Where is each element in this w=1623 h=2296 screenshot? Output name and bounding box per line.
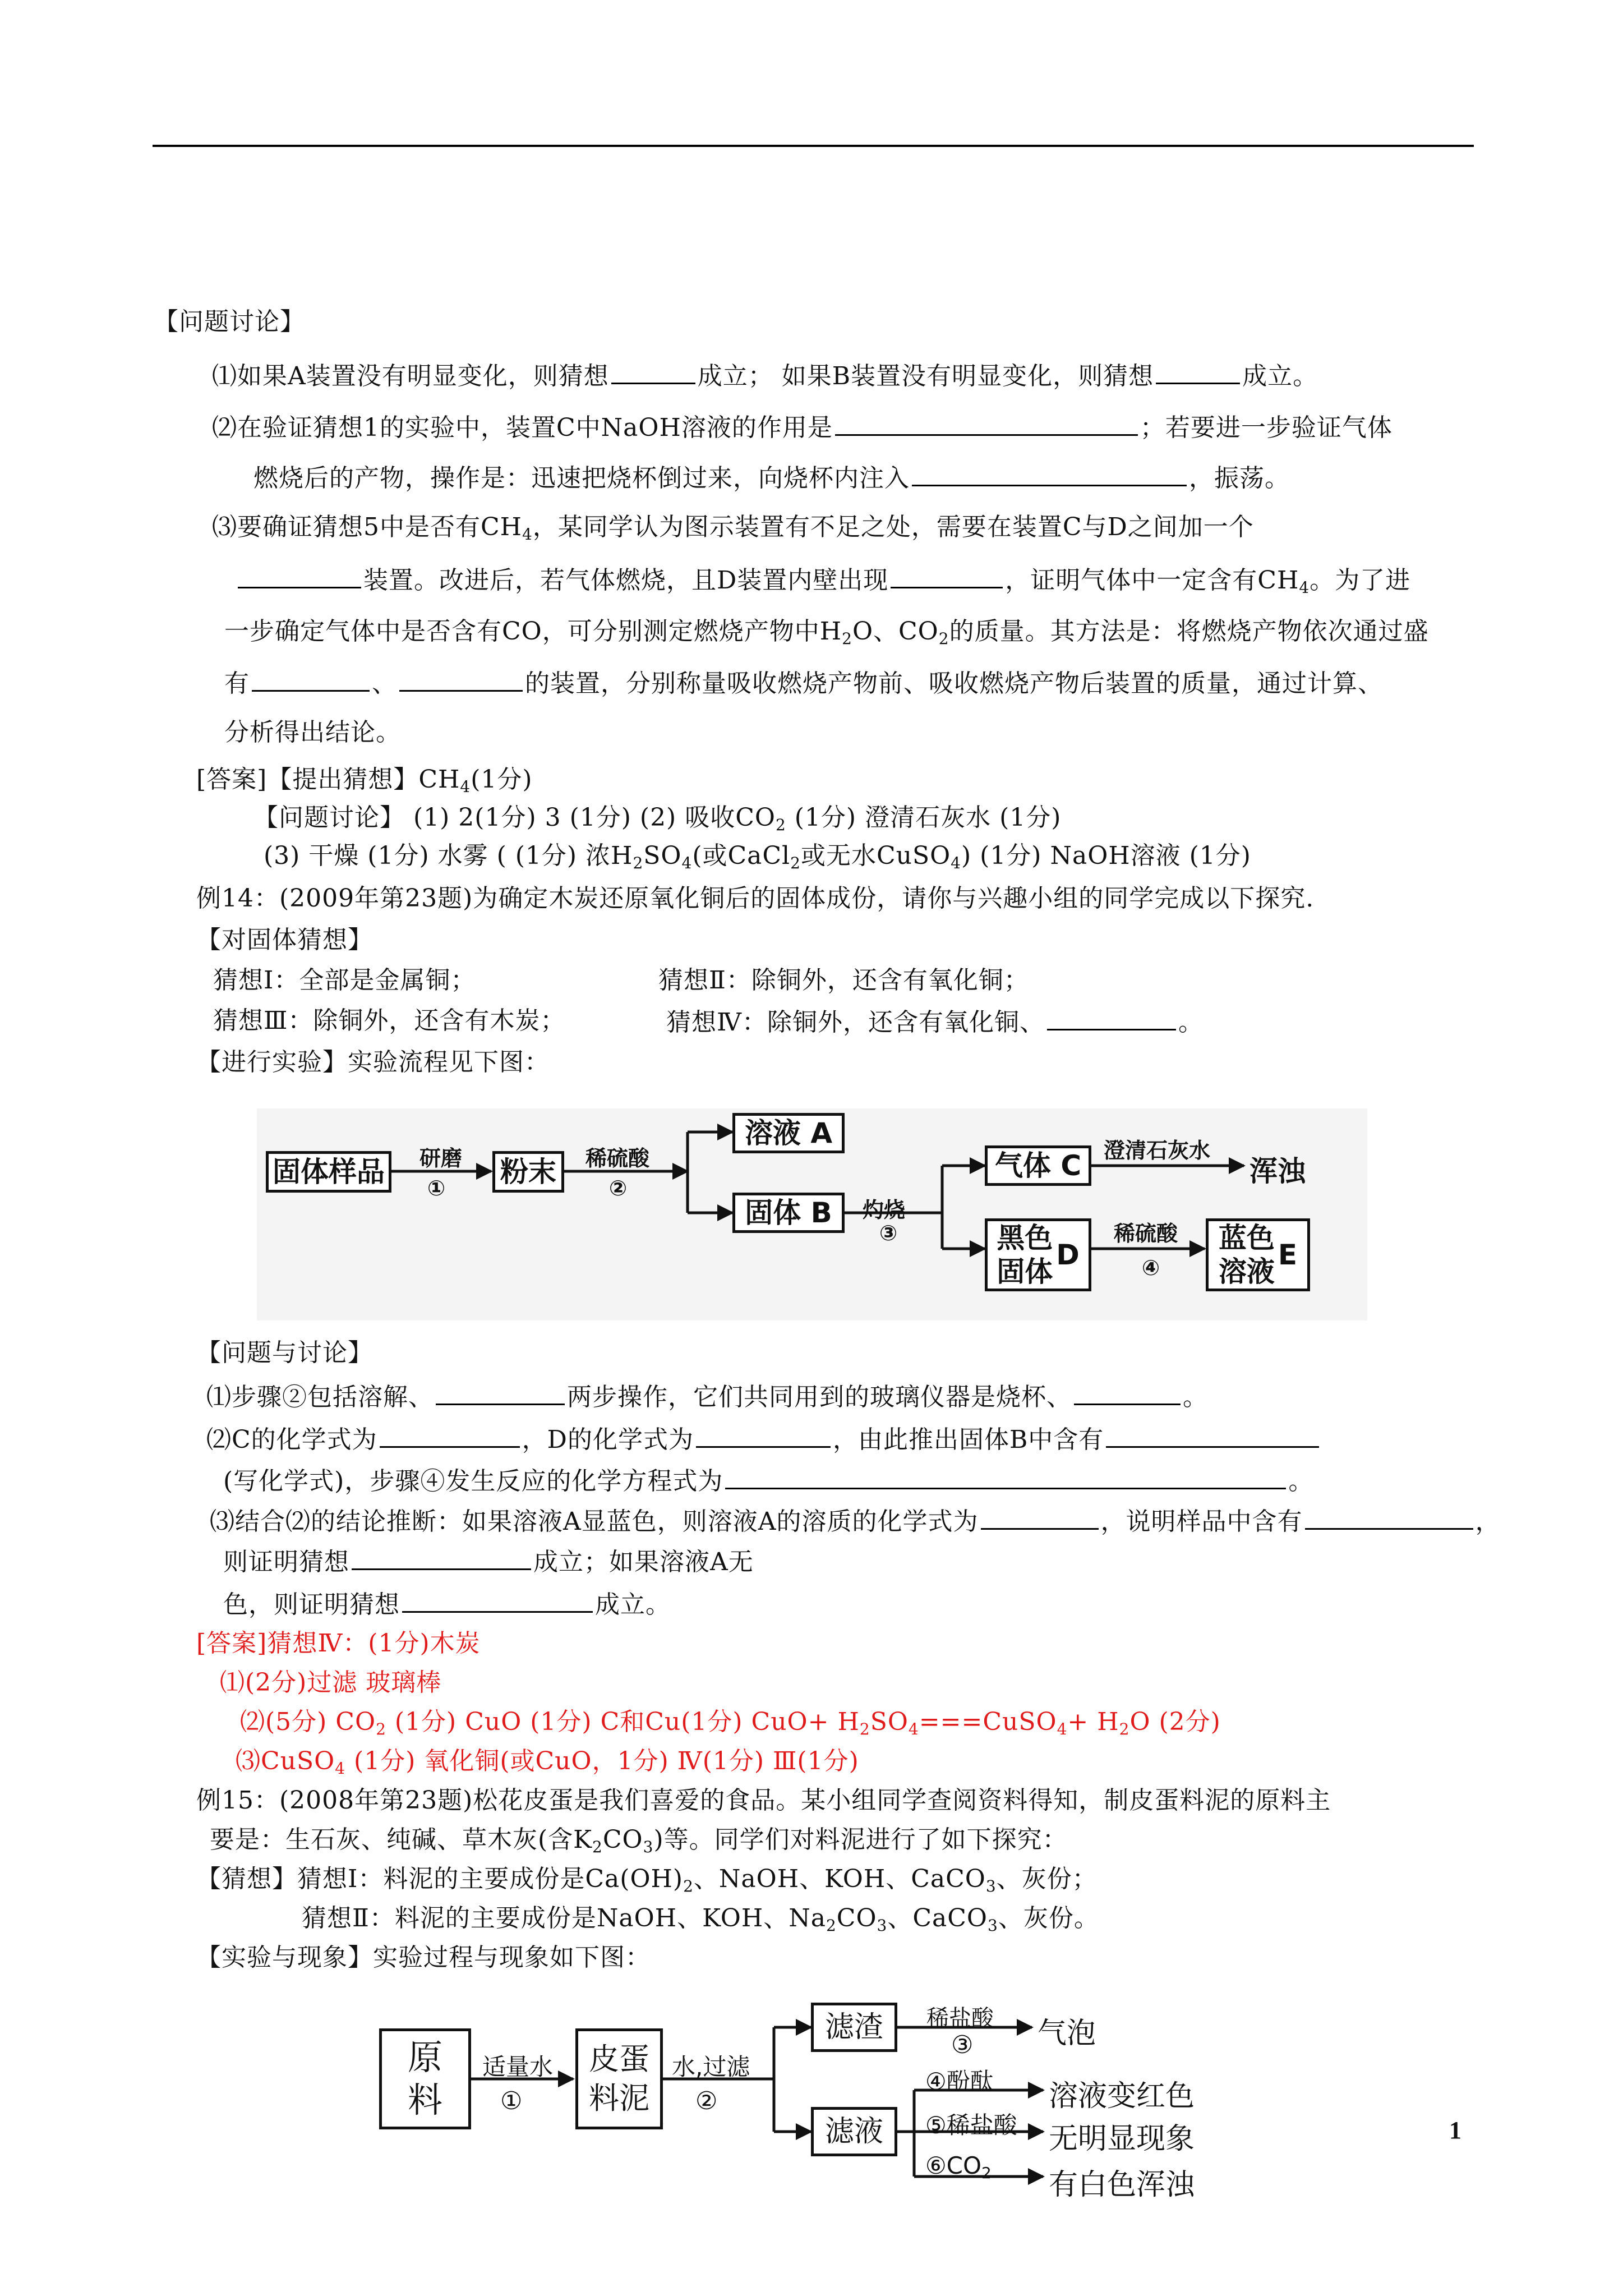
answer-blank[interactable] (1106, 1421, 1319, 1448)
answer-blank[interactable] (436, 1379, 565, 1405)
raw-material-line2: 料 (407, 2079, 442, 2120)
label-s2: ② (695, 2087, 718, 2115)
answer-14-line1: [答案]猜想Ⅳ：(1分)木炭 (196, 1629, 481, 1658)
label-burn: 灼烧 (863, 1198, 906, 1222)
discussion-2: ⑵C的化学式为 ，D的化学式为 ，由此推出固体B中含有 (206, 1421, 1321, 1457)
result-bubble: 气泡 (1038, 2017, 1096, 2050)
label-step3: ③ (879, 1221, 898, 1245)
answer-13-line3: (3) 干燥 (1分) 水雾 ( (1分) 浓$H_2SO_4$(或CaCl$_2$或无水CuSO$_4$) (1分) NaOH溶液 (1分) (264, 841, 1251, 872)
question-3-cont: 装置。改进后，若气体燃烧，且D装置内壁出现 ，证明气体中一定含有$CH_4$。为了进 (236, 562, 1410, 597)
discussion-3-cont: 则证明猜想 成立；如果溶液A无 (223, 1544, 754, 1579)
answer-14-line3: ⑵(5分) $CO_2$ (1分) CuO (1分) C和Cu(1分) $CuO+ H_2SO_4===CuSO_4+ H_2O$ (2分) (240, 1708, 1221, 1738)
question-3-cont3: 有 、 的装置，分别称量吸收燃烧产物前、吸收燃烧产物后装置的质量，通过计算、 (224, 665, 1383, 701)
answer-13-line2: 【问题讨论】 (1) 2(1分) 3 (1分) (2) 吸收$CO_2$ (1分) 澄清石灰水 (1分) (253, 803, 1062, 834)
box-black-solid-d (985, 1218, 1091, 1291)
answer-blank[interactable] (238, 562, 361, 588)
example-15-guess-2: 猜想Ⅱ：料泥的主要成份是NaOH、KOH、$Na_2CO_3$、CaCO$_3$、灰份。 (302, 1904, 1099, 1935)
question-1: ⑴如果A装置没有明显变化，则猜想 成立； 如果B装置没有明显变化，则猜想 成立。 (212, 358, 1318, 393)
label-limewater: 澄清石灰水 (1104, 1138, 1211, 1163)
answer-blank[interactable] (835, 409, 1138, 436)
page-number: 1 (1449, 2116, 1461, 2144)
example-14-title: 例14：(2009年第23题)为确定木炭还原氧化铜后的固体成份，请你与兴趣小组的同学完成以下探究. (196, 884, 1315, 913)
answer-blank[interactable] (352, 1544, 531, 1570)
question-3-cont2: 一步确定气体中是否含有CO，可分别测定燃烧产物中$H_2O$、$CO_2$的质量。其方法是：将燃烧产物依次通过盛 (224, 617, 1429, 648)
guess-1: 猜想Ⅰ：全部是金属铜； (213, 966, 476, 995)
box-raw-material (379, 2028, 471, 2129)
label-water: 适量水 (482, 2053, 554, 2081)
label-e: E (1278, 1239, 1298, 1271)
label-step2: ② (609, 1176, 628, 1200)
label-d: D (1056, 1239, 1080, 1271)
label-acid: 稀硫酸 (585, 1146, 650, 1171)
answer-blank[interactable] (380, 1421, 520, 1448)
answer-blank[interactable] (611, 358, 695, 384)
box-powder: 粉末 (492, 1151, 564, 1193)
discussion-heading: 【问题与讨论】 (196, 1338, 373, 1367)
raw-material-line1: 原 (407, 2037, 442, 2078)
label-step1: ① (427, 1176, 446, 1200)
answer-13-line1: [答案]【提出猜想】$CH_4(1$分) (196, 765, 533, 796)
guess-3: 猜想Ⅲ：除铜外，还含有木炭； (213, 1006, 566, 1035)
example-15-line2: 要是：生石灰、纯碱、草木灰(含$K_2CO_3$)等。同学们对料泥进行了如下探究： (210, 1825, 1068, 1856)
box-gas-c: 气体 C (985, 1145, 1091, 1186)
guess-heading: 【对固体猜想】 (196, 926, 373, 954)
label-hcl2: ⑤稀盐酸 (925, 2111, 1017, 2139)
example-15-experiment: 【实验与现象】实验过程与现象如下图： (196, 1943, 651, 1972)
answer-blank[interactable] (1047, 1004, 1176, 1030)
box-solution-a: 溶液 A (732, 1113, 845, 1153)
box-solid-b: 固体 B (732, 1193, 845, 1233)
question-2-cont: 燃烧后的产物，操作是：迅速把烧杯倒过来，向烧杯内注入 ，振荡。 (253, 460, 1290, 495)
answer-blank[interactable] (912, 460, 1187, 486)
box-residue: 滤渣 (811, 2003, 897, 2052)
answer-14-line2: ⑴(2分)过滤 玻璃棒 (220, 1668, 442, 1697)
blue-solution-line2: 溶液 (1218, 1255, 1275, 1288)
box-blue-solution-e (1206, 1218, 1310, 1291)
mud-line1: 皮蛋 (589, 2041, 649, 2077)
discussion-1: ⑴步骤②包括溶解、 两步操作，它们共同用到的玻璃仪器是烧杯、 。 (206, 1379, 1208, 1414)
label-hcl: 稀盐酸 (926, 2005, 994, 2031)
experiment-heading: 【进行实验】实验流程见下图： (196, 1048, 550, 1076)
result-red: 溶液变红色 (1049, 2079, 1195, 2113)
header-rule (153, 145, 1474, 147)
label-s1: ① (500, 2087, 523, 2115)
answer-blank[interactable] (399, 665, 523, 692)
mud-line2: 料泥 (589, 2081, 649, 2116)
label-filter: 水,过滤 (672, 2053, 750, 2081)
box-filtrate: 滤液 (811, 2107, 897, 2156)
question-2: ⑵在验证猜想1的实验中，装置C中NaOH溶液的作用是 ；若要进一步验证气体 (212, 409, 1393, 445)
label-grind: 研磨 (419, 1146, 463, 1171)
box-solid-sample: 固体样品 (266, 1151, 391, 1193)
answer-14-line4: ⑶CuSO$_4$ (1分) 氧化铜(或CuO，1分) Ⅳ(1分) Ⅲ(1分) (236, 1747, 859, 1778)
label-acid2: 稀硫酸 (1114, 1221, 1178, 1246)
blue-solution-line1: 蓝色 (1218, 1222, 1275, 1254)
result-none: 无明显现象 (1049, 2122, 1195, 2156)
example-15-guess-1: 【猜想】猜想Ⅰ：料泥的主要成份是$Ca(OH)_2$、NaOH、KOH、CaCO$_3$、灰份； (196, 1865, 1098, 1895)
question-3-cont4: 分析得出结论。 (224, 718, 401, 747)
question-3: ⑶要确证猜想5中是否有$CH_4$，某同学认为图示装置有不足之处，需要在装置C与D之间加一个 (212, 513, 1254, 544)
pidan-flow-diagram (370, 1997, 1245, 2233)
answer-blank[interactable] (252, 665, 370, 692)
answer-blank[interactable] (402, 1586, 593, 1613)
guess-2: 猜想Ⅱ：除铜外，还含有氧化铜； (658, 966, 1029, 995)
guess-4: 猜想Ⅳ：除铜外，还含有氧化铜、 。 (666, 1004, 1204, 1039)
result-white: 有白色浑浊 (1049, 2168, 1195, 2202)
answer-blank[interactable] (1074, 1379, 1181, 1405)
black-solid-line1: 黑色 (997, 1222, 1053, 1254)
answer-blank[interactable] (696, 1421, 831, 1448)
discussion-3: ⑶结合⑵的结论推断：如果溶液A显蓝色，则溶液A的溶质的化学式为 ，说明样品中含有 ， (210, 1503, 1501, 1539)
answer-blank[interactable] (981, 1503, 1099, 1530)
box-mud (575, 2028, 663, 2129)
answer-blank[interactable] (891, 562, 1003, 588)
answer-blank[interactable] (1305, 1503, 1473, 1530)
label-phenolphthalein: ④酚酞 (925, 2068, 994, 2095)
answer-blank[interactable] (725, 1463, 1286, 1489)
label-s3: ③ (951, 2031, 974, 2059)
discussion-2-cont: (写化学式)，步骤④发生反应的化学方程式为 。 (223, 1463, 1313, 1498)
discussion-3-cont2: 色，则证明猜想 成立。 (223, 1586, 671, 1622)
section-heading: 【问题讨论】 (154, 307, 305, 336)
answer-blank[interactable] (1156, 358, 1240, 384)
example-15-title: 例15：(2008年第23题)松花皮蛋是我们喜爱的食品。某小组同学查阅资料得知，制皮蛋料泥的原料主 (196, 1786, 1331, 1815)
experiment-flow-diagram (257, 1108, 1367, 1320)
label-co2: $⑥CO_2$ (925, 2152, 992, 2182)
black-solid-line2: 固体 (997, 1255, 1053, 1288)
label-step4: ④ (1142, 1255, 1160, 1280)
result-turbid: 浑浊 (1249, 1155, 1306, 1188)
